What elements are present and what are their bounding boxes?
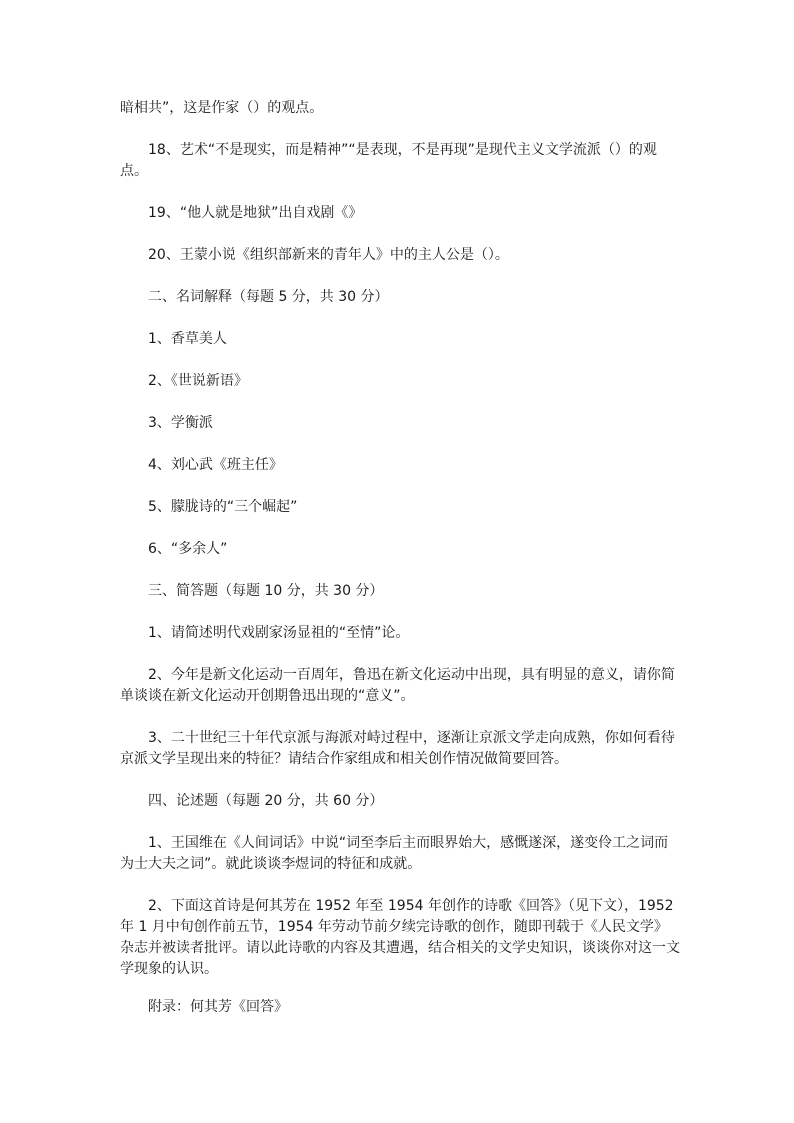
question-19: 19、“他人就是地狱”出自戏剧《》 <box>148 205 363 221</box>
term-item-2: 2、《世说新语》 <box>148 373 248 389</box>
term-item-6: 6、“多余人” <box>148 541 228 557</box>
short-answer-item-2: 2、今年是新文化运动一百周年，鲁迅在新文化运动中出现，具有明显的意义，请你简单谈谈在新文化运动开创期鲁迅出现的“意义”。 <box>120 667 675 704</box>
essay-item-2: 2、下面这首诗是何其芳在 1952 年至 1954 年创作的诗歌《回答》（见下文），1952 年 1 月中旬创作前五节，1954 年劳动节前夕续完诗歌的创作，随即刊载于《人民文学》杂志并被读者批评。请以此诗歌的内容及其遭遇，结合相关的文学史知识，谈谈你对这一文学现象的认识。 <box>120 898 680 977</box>
essay-item-1: 1、王国维在《人间词话》中说“词至李后主而眼界始大，感慨遂深，遂变伶工之词而为士大夫之词”。就此谈谈李煜词的特征和成就。 <box>120 835 669 872</box>
short-answer-item-1: 1、请简述明代戏剧家汤显祖的“至情”论。 <box>148 625 410 641</box>
term-item-3: 3、学衡派 <box>148 415 213 431</box>
section-heading-essay: 四、论述题（每题 20 分，共 60 分） <box>148 793 384 809</box>
term-item-1: 1、香草美人 <box>148 331 227 347</box>
paragraph-continuation: 暗相共”，这是作家（）的观点。 <box>120 100 324 116</box>
term-item-4: 4、刘心武《班主任》 <box>148 457 283 473</box>
section-heading-terms: 二、名词解释（每题 5 分，共 30 分） <box>148 289 389 305</box>
section-heading-short-answer: 三、简答题（每题 10 分，共 30 分） <box>148 583 384 599</box>
question-20: 20、王蒙小说《组织部新来的青年人》中的主人公是（）。 <box>148 247 509 263</box>
appendix-label: 附录：何其芳《回答》 <box>148 999 288 1015</box>
term-item-5: 5、朦胧诗的“三个崛起” <box>148 499 298 515</box>
question-18: 18、艺术“不是现实，而是精神”“是表现，不是再现”是现代主义文学流派（）的观点。 <box>120 142 657 179</box>
short-answer-item-3: 3、二十世纪三十年代京派与海派对峙过程中，逐渐让京派文学走向成熟，你如何看待京派文学呈现出来的特征？请结合作家组成和相关创作情况做简要回答。 <box>120 730 675 767</box>
